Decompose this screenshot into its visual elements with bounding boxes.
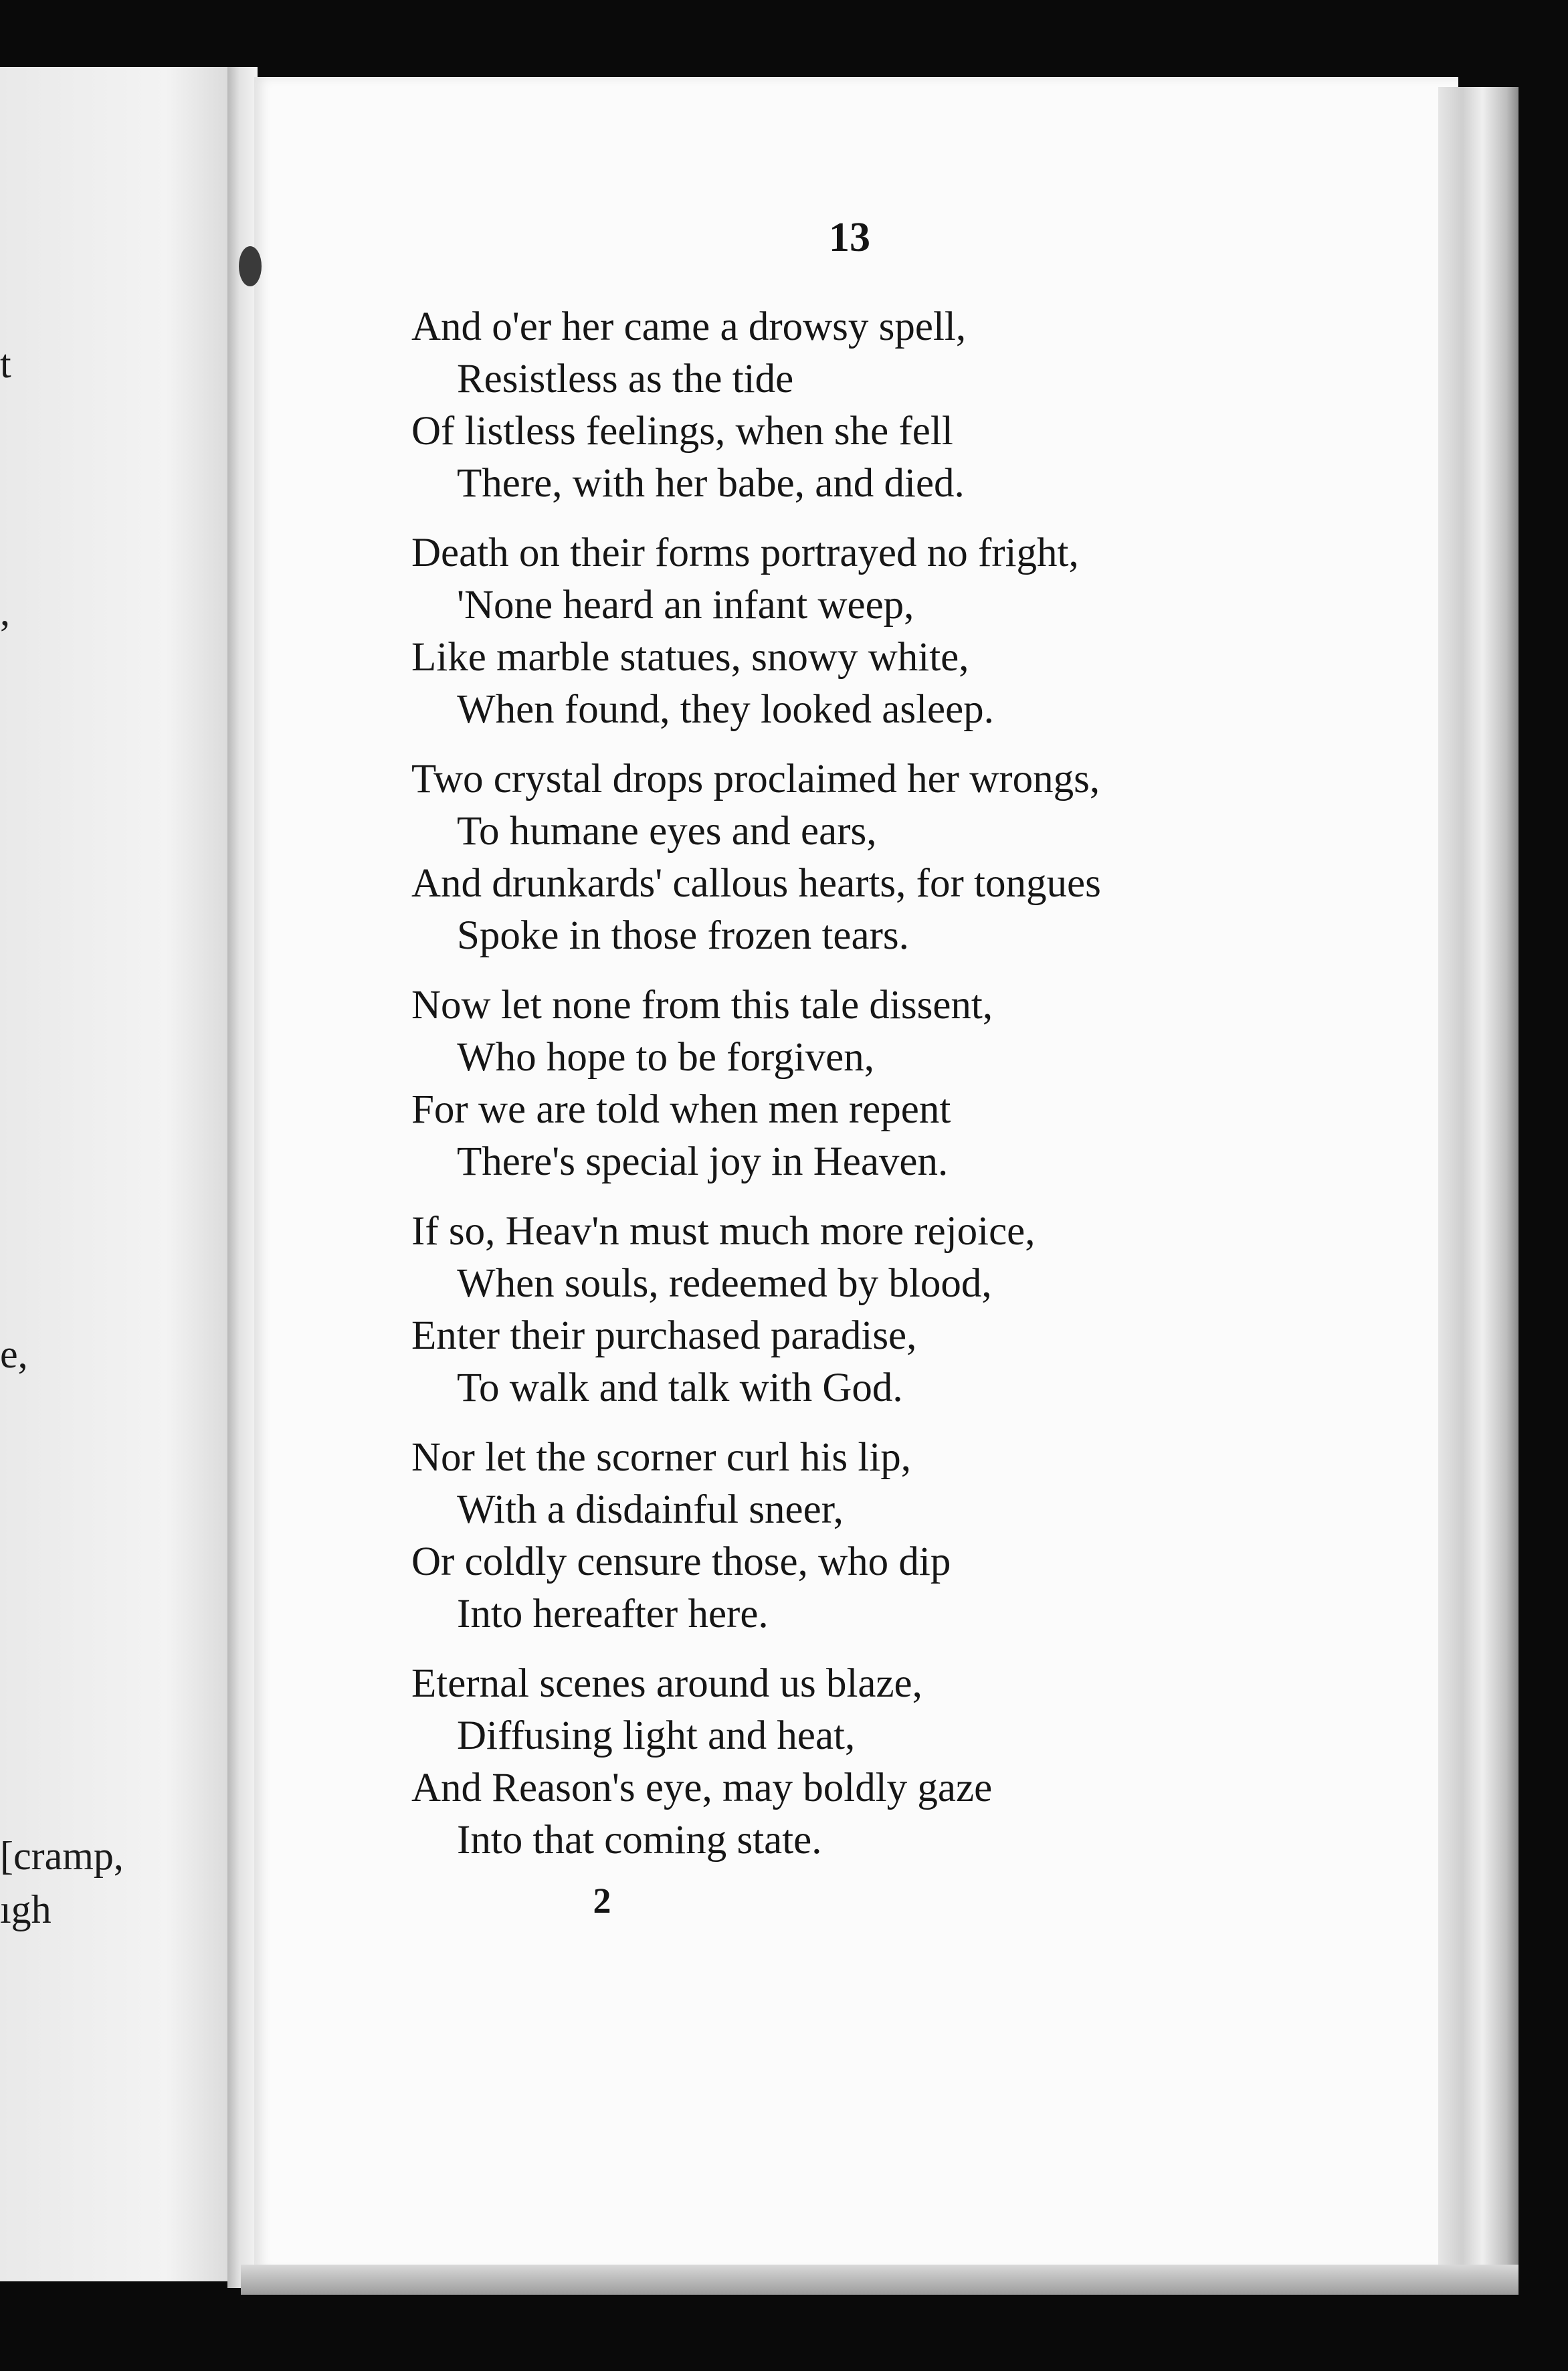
left-fragment: ,: [0, 589, 10, 634]
left-fragment: [cramp,: [0, 1834, 124, 1878]
poem-line: Nor let the scorner curl his lip,: [411, 1435, 912, 1480]
poem-line: To humane eyes and ears,: [457, 809, 877, 854]
poem-line: When found, they looked asleep.: [457, 687, 994, 732]
left-fragment: ıgh: [0, 1887, 52, 1931]
book-gutter: [227, 67, 258, 2288]
poem-line: Now let none from this tale dissent,: [411, 983, 993, 1028]
poem-line: For we are told when men repent: [411, 1087, 951, 1132]
poem-line: Eternal scenes around us blaze,: [411, 1661, 922, 1706]
poem-line: Like marble statues, snowy white,: [411, 635, 969, 680]
poem-line: Enter their purchased paradise,: [411, 1313, 917, 1358]
signature-mark: 2: [593, 1881, 611, 1921]
stanza: [411, 1658, 1415, 1867]
poem-line: Into hereafter here.: [457, 1592, 769, 1636]
poem-line: Into that coming state.: [457, 1818, 822, 1863]
poem-line: Diffusing light and heat,: [457, 1713, 856, 1758]
poem-line: Spoke in those frozen tears.: [457, 913, 909, 958]
poem-line: There, with her babe, and died.: [457, 461, 965, 506]
poem-line: Or coldly censure those, who dip: [411, 1539, 951, 1584]
poem-line: And Reason's eye, may boldly gaze: [411, 1766, 993, 1810]
stanza: [411, 1432, 1415, 1640]
poem-line: Resistless as the tide: [457, 357, 794, 401]
poem-line: Of listless feelings, when she fell: [411, 409, 953, 454]
binding-hole: [239, 246, 262, 286]
left-fragment: e,: [0, 1332, 28, 1376]
poem-line: With a disdainful sneer,: [457, 1487, 844, 1532]
poem-line: Who hope to be forgiven,: [457, 1035, 874, 1080]
stanza: [411, 1206, 1415, 1414]
poem-line: And drunkards' callous hearts, for tongues: [411, 861, 1101, 906]
poem-line: To walk and talk with God.: [457, 1365, 903, 1410]
left-fragment: t: [0, 342, 11, 386]
stanza: [411, 753, 1415, 962]
facing-page: [0, 67, 237, 2281]
poem-line: If so, Heav'n must much more rejoice,: [411, 1209, 1036, 1254]
bottom-page-edge: [241, 2265, 1518, 2295]
page-edge: [1438, 87, 1518, 2281]
page-number: 13: [829, 215, 870, 260]
poem-line: Two crystal drops proclaimed her wrongs,: [411, 757, 1100, 801]
poem-line: Death on their forms portrayed no fright,: [411, 531, 1079, 575]
poem-line: 'None heard an infant weep,: [457, 583, 914, 628]
poem-line: When souls, redeemed by blood,: [457, 1261, 992, 1306]
stanza: [411, 527, 1415, 736]
poem-line: And o'er her came a drowsy spell,: [411, 304, 967, 349]
poem-line: There's special joy in Heaven.: [457, 1139, 949, 1184]
stanza: [411, 979, 1415, 1188]
poem: [411, 301, 1415, 1884]
stanza: [411, 301, 1415, 510]
